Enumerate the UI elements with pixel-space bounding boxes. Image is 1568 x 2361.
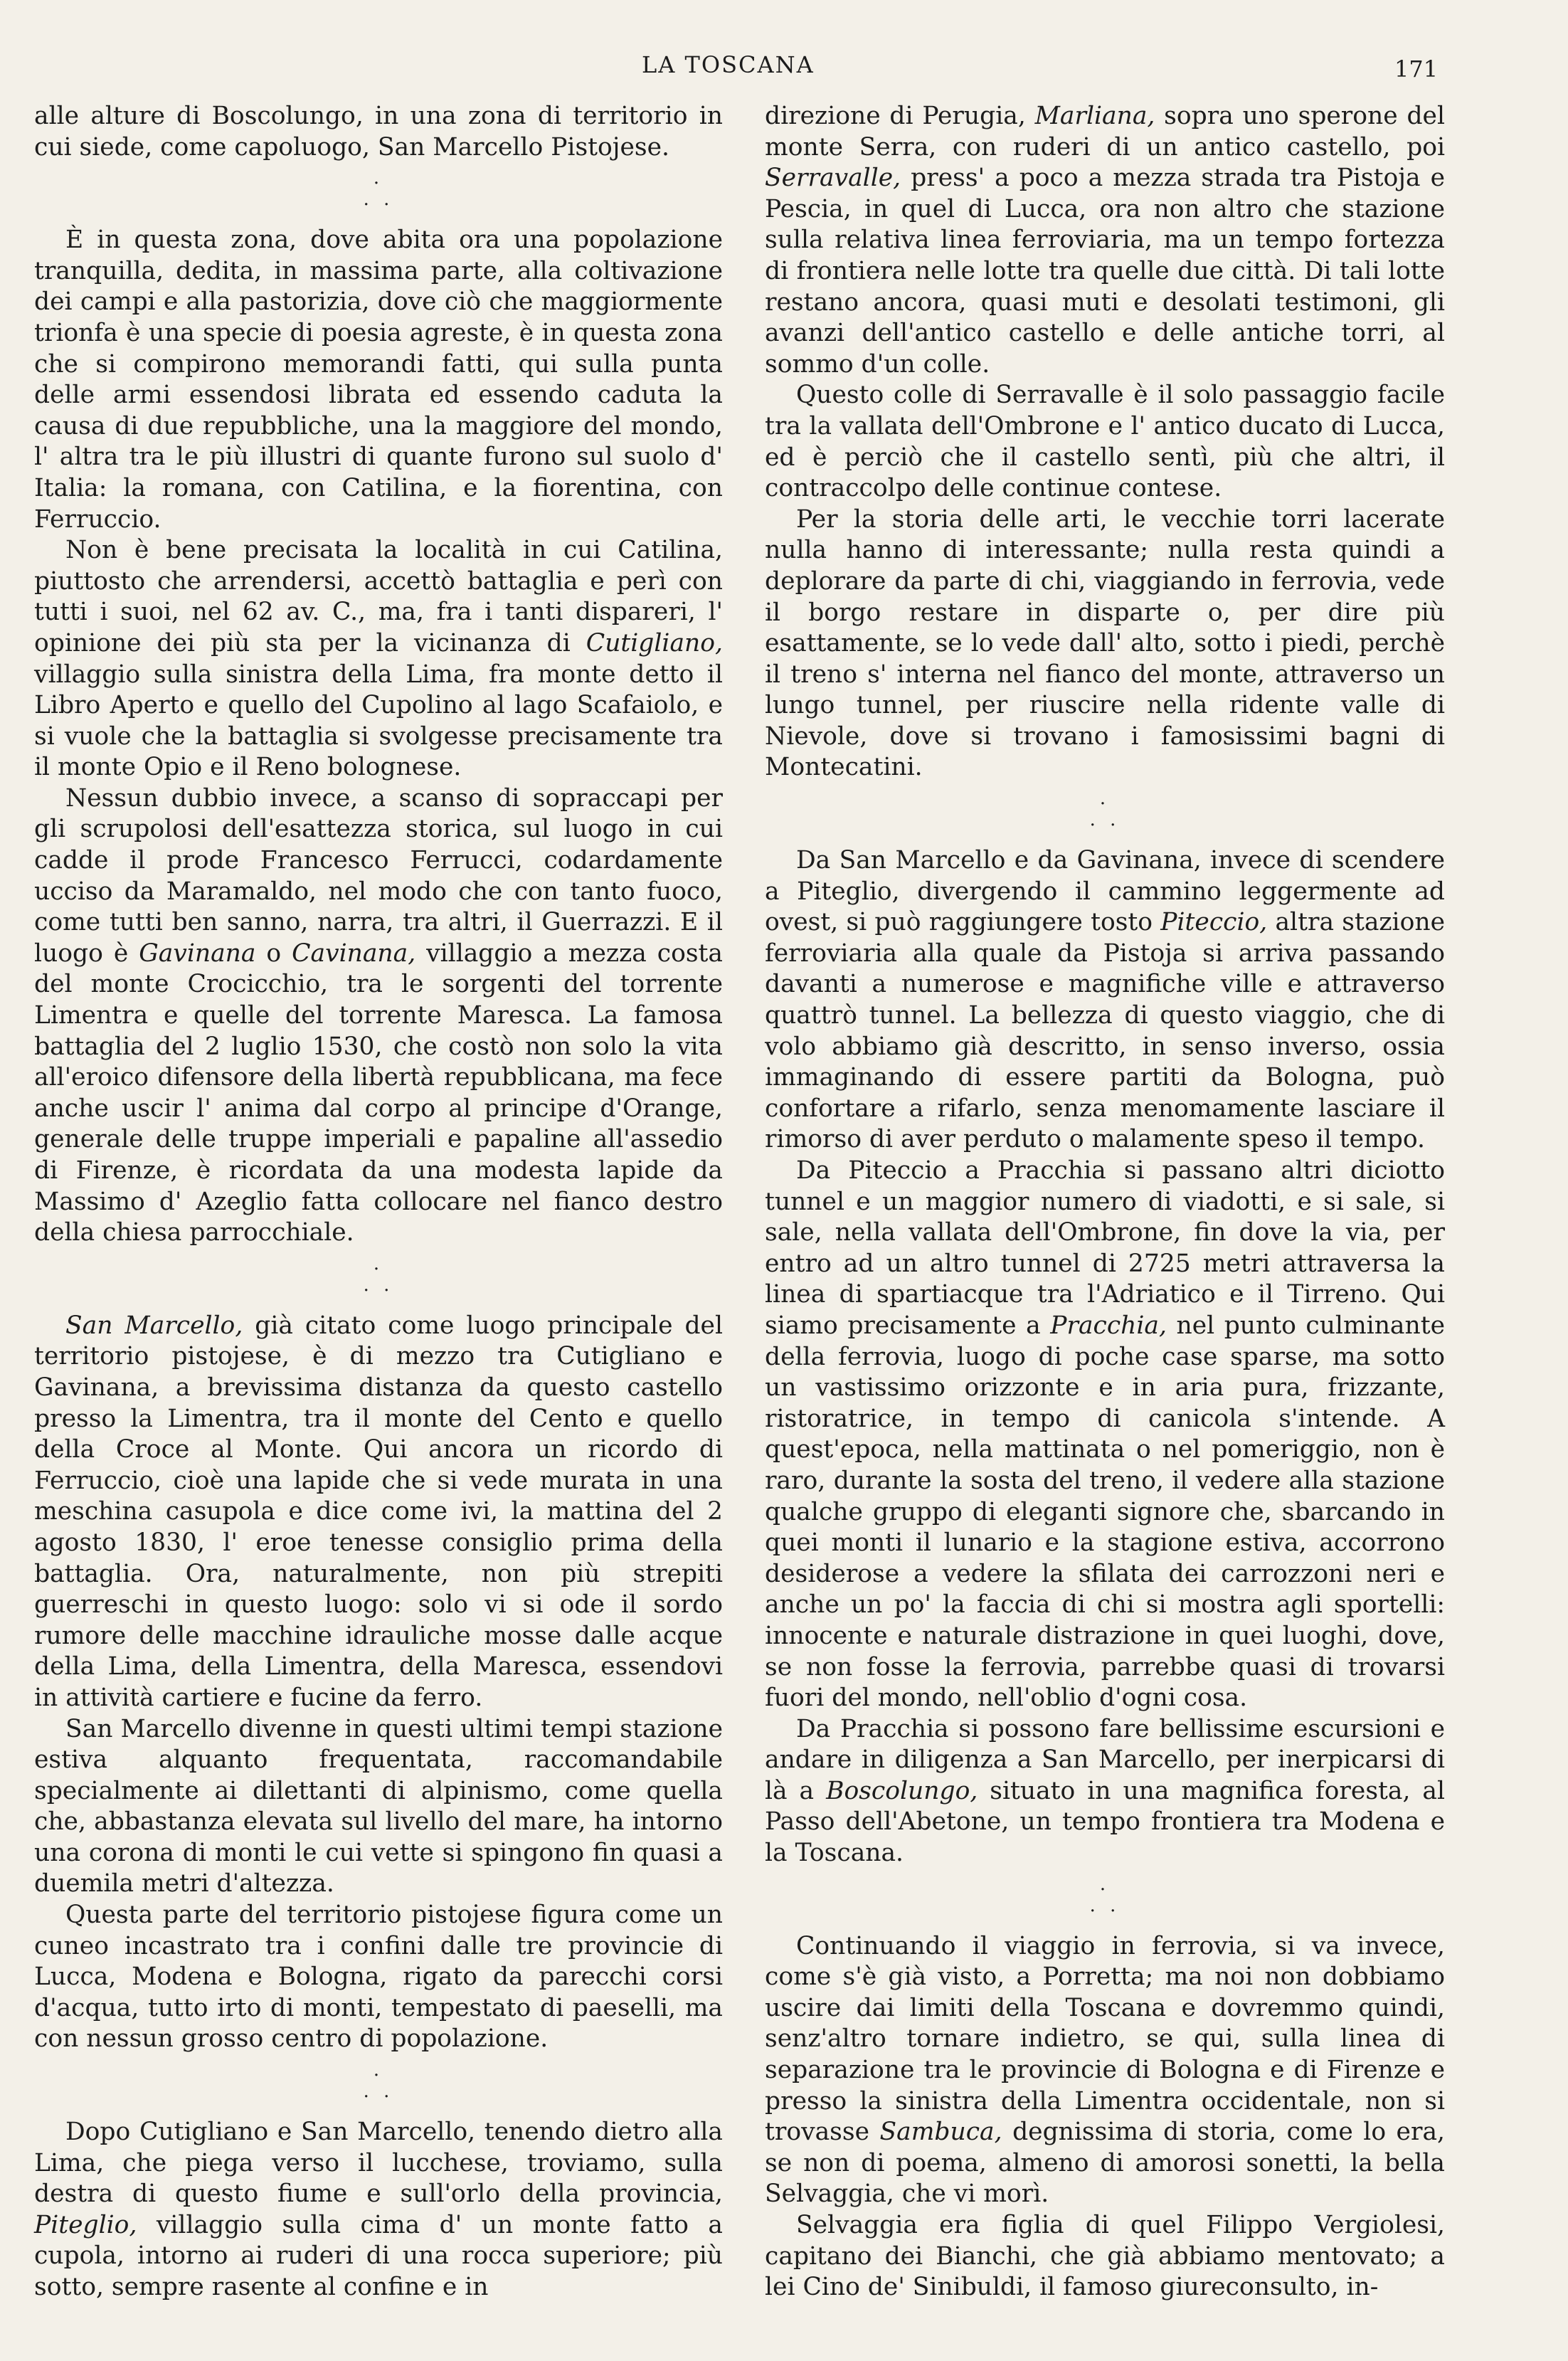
paragraph: Questo colle di Serravalle è il solo passaggio facile tra la vallata dell'Ombrone e l' antico ducato di Lucca, ed è perciò che il castello sentì, più che altri, il contraccolpo delle continue contese. [765, 381, 1445, 503]
paragraph: È in questa zona, dove abita ora una popolazione tranquilla, dedita, in massima parte, alla coltivazione dei campi e alla pastorizia, dove ciò che maggiormente trionfa è una specie di poesia agreste, è in questa zona che si compirono memorandi fatti, qui sulla punta delle armi essendosi librata ed essendo caduta la causa di due repubbliche, una la maggiore del mondo, l' altra tra le più illustri di quante furono sul suolo d' Italia: la romana, con Catilina, e la fiorentina, con Ferruccio. [34, 226, 723, 534]
paragraph: San Marcello, già citato come luogo principale del territorio pistojese, è di mezzo tra Cutigliano e Gavinana, a brevissima distanza da questo castello presso la Limentra, tra il monte del Cento e quello della Croce al Monte. Qui ancora un ricordo di Ferruccio, cioè una lapide che si vede murata in una meschina casupola e dice come ivi, la mattina del 2 agosto 1830, l' eroe tenesse consiglio prima della battaglia. Ora, naturalmente, non più strepiti guerreschi in questo luogo: solo vi si ode il sordo rumore delle macchine idrauliche mosse dalle acque della Lima, della Limentra, della Maresca, essendovi in attività cartiere e fucine da ferro. [34, 1311, 723, 1712]
section-separator: · · · [363, 2065, 394, 2108]
running-title: LA TOSCANA [642, 51, 815, 78]
paragraph: Da Piteccio a Pracchia si passano altri diciotto tunnel e un maggior numero di viadotti, e si sale, si sale, nella vallata dell'Ombrone, fin dove la via, per entro ad un altro tunnel di 2725 metri attraversa la linea di spartiacque tra l'Adriatico e il Tirreno. Qui siamo precisamente a Pracchia, nel punto culminante della ferrovia, luogo di poche case sparse, ma sotto un vastissimo orizzonte e in aria pura, frizzante, ristoratrice, in tempo di canicola s'intende. A quest'epoca, nella mattinata o nel pomeriggio, non è raro, durante la sosta del treno, il vedere alla stazione qualche gruppo di eleganti signore che, sbarcando in quei monti il lunario e la stagione estiva, accorrono desiderose a vedere la sfilata dei carrozzoni neri e anche un po' la faccia di chi si mostra agli sportelli: innocente e naturale distrazione in quei luoghi, dove, se non fosse la ferrovia, parrebbe quasi di trovarsi fuori del mondo, nell'oblio d'ogni cosa. [765, 1156, 1446, 1713]
left-column [34, 101, 723, 2303]
section-separator: · · · [1089, 1879, 1121, 1922]
paragraph: Non è bene precisata la località in cui Catilina, piuttosto che arrendersi, accettò battaglia e perì con tutti i suoi, nel 62 av. C., ma, fra i tanti dispareri, l' opinione dei più sta per la vicinanza di Cutigliano, villaggio sulla sinistra della Lima, fra monte detto il Libro Aperto e quello del Cupolino al lago Scafaiolo, e si vuole che la battaglia si svolgesse precisamente tra il monte Opio e il Reno bolognese. [34, 536, 723, 782]
paragraph: Selvaggia era figlia di quel Filippo Vergiolesi, capitano dei Bianchi, che già abbiamo mentovato; a lei Cino de' Sinibuldi, il famoso giureconsulto, in- [765, 2211, 1445, 2302]
section-separator: · · · [1089, 793, 1121, 837]
paragraph: Per la storia delle arti, le vecchie torri lacerate nulla hanno di interessante; nulla resta quindi a deplorare da parte di chi, viaggiando in ferrovia, vede il borgo restare in disparte o, per dire più esattamente, se lo vede dall' alto, sotto i piedi, perchè il treno s' interna nel fianco del monte, attraverso un lungo tunnel, per riuscire nella ridente valle di Nievole, dove si trovano i famosissimi bagni di Montecatini. [765, 505, 1445, 782]
paragraph: San Marcello divenne in questi ultimi tempi stazione estiva alquanto frequentata, raccomandabile specialmente ai dilettanti di alpinismo, come quella che, abbastanza elevata sul livello del mare, ha intorno una corona di monti le cui vette si spingono fin quasi a duemila metri d'altezza. [34, 1714, 723, 1898]
paragraph: Da Pracchia si possono fare bellissime escursioni e andare in diligenza a San Marcello, per inerpicarsi di là a Boscolungo, situato in una magnifica foresta, al Passo dell'Abetone, un tempo frontiera tra Modena e la Toscana. [765, 1714, 1446, 1868]
section-separator: · · · [363, 173, 394, 216]
section-separator: · · · [363, 1258, 394, 1301]
paragraph: Questa parte del territorio pistojese figura come un cuneo incastrato tra i confini dalle tre provincie di Lucca, Modena e Bologna, rigato da parecchi corsi d'acqua, tutto irto di monti, tempestato di paeselli, ma con nessun grosso centro di popolazione. [34, 1901, 723, 2054]
paragraph: Da San Marcello e da Gavinana, invece di scendere a Piteglio, divergendo il cammino leggermente ad ovest, si può raggiungere tosto Piteccio, altra stazione ferroviaria alla quale da Pistoja si arriva passando davanti a numerose e magnifiche ville e attraverso quattrò tunnel. La bellezza di questo viaggio, che di volo abbiamo già descritto, in senso inverso, ossia immaginando di essere partiti da Bologna, può confortare a rifarlo, senza menomamente lasciare il rimorso di aver perduto o malamente speso il tempo. [765, 846, 1446, 1154]
page-header [0, 51, 1568, 94]
paragraph: Nessun dubbio invece, a scanso di sopraccapi per gli scrupolosi dell'esattezza storica, sul luogo in cui cadde il prode Francesco Ferrucci, codardamente ucciso da Maramaldo, nel modo che con tanto fuoco, come tutti ben sanno, narra, tra altri, il Guerrazzi. E il luogo è Gavinana o Cavinana, villaggio a mezza costa del monte Crocicchio, tra le sorgenti del torrente Limentra e quelle del torrente Maresca. La famosa battaglia del 2 luglio 1530, che costò non solo la vita all'eroico difensore della libertà repubblicana, ma fece anche uscir l' anima dal corpo al principe d'Orange, generale delle truppe imperiali e papaline all'assedio di Firenze, è ricordata da una modesta lapide da Massimo d' Azeglio fatta collocare nel fianco destro della chiesa parrocchiale. [34, 783, 723, 1247]
paragraph: direzione di Perugia, Marliana, sopra uno sperone del monte Serra, con ruderi di un antico castello, poi Serravalle, press' a poco a mezza strada tra Pistoja e Pescia, in quel di Lucca, ora non altro che stazione sulla relativa linea ferroviaria, ma un tempo fortezza di frontiera nelle lotte tra quelle due città. Di tali lotte restano ancora, quasi muti e desolati testimoni, gli avanzi dell'antico castello e delle antiche torri, al sommo d'un colle. [765, 102, 1446, 379]
paragraph: alle alture di Boscolungo, in una zona di territorio in cui siede, come capoluogo, San Marcello Pistojese. [34, 102, 723, 162]
page-number: 171 [1394, 56, 1439, 83]
right-column [765, 101, 1445, 2303]
paragraph: Continuando il viaggio in ferrovia, si va invece, come s'è già visto, a Porretta; ma noi non dobbiamo uscire dai limiti della Toscana e dovremmo quindi, senz'altro tornare indietro, se qui, sulla linea di separazione tra le provincie di Bologna e di Firenze e presso la sinistra della Limentra occidentale, non si trovasse Sambuca, degnissima di storia, come lo era, se non di poema, almeno di amorosi sonetti, la bella Selvaggia, che vi morì. [765, 1931, 1446, 2209]
paragraph: Dopo Cutigliano e San Marcello, tenendo dietro alla Lima, che piega verso il lucchese, troviamo, sulla destra di questo fiume e sull'orlo della provincia, Piteglio, villaggio sulla cima d' un monte fatto a cupola, intorno ai ruderi di una rocca superiore; più sotto, sempre rasente al confine e in [34, 2118, 723, 2301]
